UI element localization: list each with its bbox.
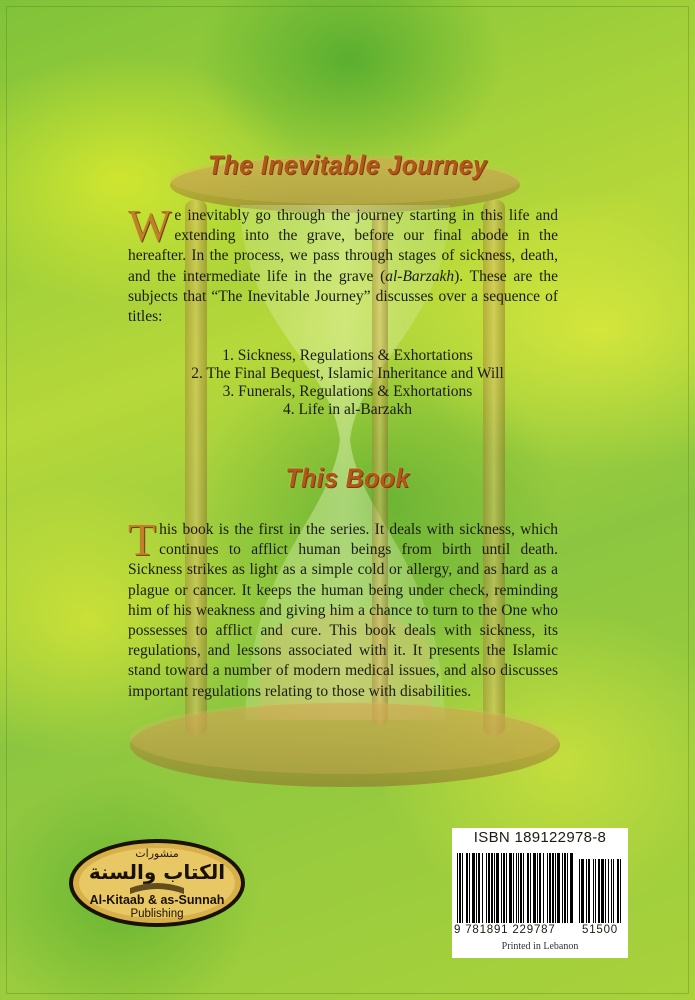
barcode-bar [509,853,512,923]
barcode-bar [488,853,490,923]
barcode-bar [570,853,573,923]
price-bar [608,859,609,923]
barcode-bar [567,853,568,923]
series-title-list [0,347,695,419]
barcode-bar [486,853,487,923]
barcode-bar [494,853,495,923]
barcode-bar [520,853,522,923]
price-bar [620,859,621,923]
barcode-bar [506,853,507,923]
barcode-bar [478,853,480,923]
dropcap-w: W [128,200,172,251]
book-description-text: his book is the first in the series. It deals with sickness, which continues to afflict human beings from birth until death. Sickness strikes as light as a simple cold or allergy, and as hard as a plague or cancer. It keeps the human being under check, reminding him of his weakness and giving him a chance to turn to the One who possesses to afflict and cure. This book deals with sickness, its regulations, and lessons associated with it. It presents the Islamic stand toward a number of modern medical issues, and also discusses important regulations relating to those with disabilities. [128,521,558,700]
barcode-bar [518,853,519,923]
intro-paragraph [128,200,559,327]
section-heading-inevitable-journey: The Inevitable Journey [207,150,488,180]
section-heading-this-book: This Book [285,463,410,493]
barcode-bar [472,853,475,923]
publisher-arabic-caption: منشورات [135,847,179,860]
price-bar [605,859,606,923]
barcode-bar [555,853,556,923]
barcode-bar [459,853,461,923]
barcode-bar [476,853,477,923]
barcode-bar [557,853,560,923]
price-bar [586,859,587,923]
barcode-bar [562,853,563,923]
price-bar [613,859,614,923]
barcode-bar [523,853,524,923]
barcode-bar [527,853,529,923]
barcode-bar [466,853,468,923]
list-item: 1. Sickness, Regulations & Exhortations [222,347,473,364]
publisher-arabic-name: الكتاب والسنة [88,860,226,884]
list-item: 3. Funerals, Regulations & Exhortations [222,383,473,400]
publisher-name: Al-Kitaab & as-Sunnah [89,893,225,907]
list-item: 2. The Final Bequest, Islamic Inheritance and Will [191,365,504,382]
barcode-bar [491,853,493,923]
price-bar [595,859,596,923]
barcode-bar [533,853,536,923]
price-bar [579,859,580,923]
price-bar [588,859,590,923]
barcode-bar [530,853,531,923]
price-bar [593,859,594,923]
barcode-bar [482,853,483,923]
barcode-bar [547,853,548,923]
barcode-bar [501,853,502,923]
price-bar [617,859,619,923]
barcode-bar [496,853,499,923]
price-bar [611,859,612,923]
barcode-bar [513,853,514,923]
barcode-bars [455,853,625,923]
barcode-bar [549,853,551,923]
barcode-bar [503,853,505,923]
intro-text: e inevitably go through the journey starting in this life and extending into the grave, before our final abode in the hereafter. In the process, we pass through stages of sickness, death, and the intermediate life in the grave (al-Barzakh). These are the subjects that “The Inevitable Journey” discusses over a sequence of titles: [128,207,559,326]
price-bar [581,859,584,923]
publisher-subtitle: Publishing [130,908,184,920]
barcode-bar [516,853,517,923]
barcode-bar [564,853,566,923]
book-description-paragraph [128,514,558,702]
barcode-number: 9 781891 229787 [454,924,556,936]
isbn-label: ISBN 189122978-8 [473,829,607,846]
barcode-bar [552,853,554,923]
barcode-bar [462,853,463,923]
list-item: 4. Life in al-Barzakh [282,401,413,418]
barcode-bar [469,853,470,923]
barcode-bar [543,853,544,923]
printed-in-label: Printed in Lebanon [501,941,579,952]
price-bar [601,859,604,923]
barcode-bar [457,853,458,923]
barcode-bar [539,853,541,923]
price-bar [598,859,600,923]
price-code-number: 51500 [582,924,618,936]
dropcap-t: T [128,514,157,565]
barcode-bar [537,853,538,923]
